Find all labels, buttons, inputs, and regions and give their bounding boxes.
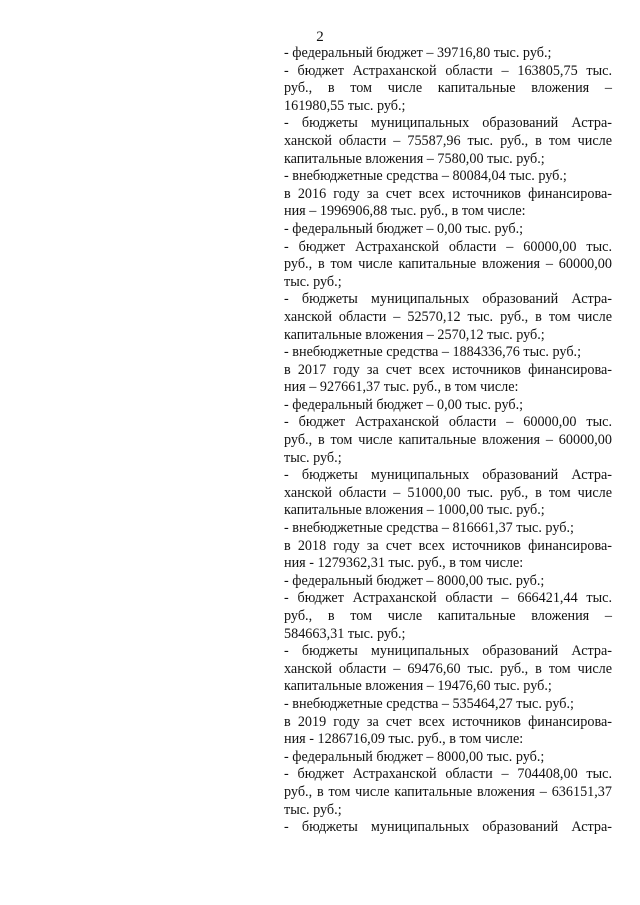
text-line: - бюджет Астраханской области – 60000,00 тыс. xyxy=(284,238,612,255)
text-line: - бюджет Астраханской области – 666421,44 тыс. xyxy=(284,590,612,607)
text-line: - бюджет Астраханской области – 60000,00 тыс. xyxy=(284,414,612,431)
text-line: капитальные вложения – 19476,60 тыс. руб.; xyxy=(284,678,552,695)
text-line: - федеральный бюджет – 0,00 тыс. руб.; xyxy=(284,220,524,237)
text-line: в 2018 году за счет всех источников финансирова- xyxy=(284,537,612,554)
text-line: 161980,55 тыс. руб.; xyxy=(284,97,406,114)
text-line: - бюджеты муниципальных образований Астра- xyxy=(284,291,612,308)
document-text-column xyxy=(284,45,612,837)
text-line: в 2019 году за счет всех источников финансирова- xyxy=(284,713,612,730)
text-line: ханской области – 75587,96 тыс. руб., в том числе xyxy=(284,132,612,149)
text-line: тыс. руб.; xyxy=(284,801,342,818)
text-line: в 2016 году за счет всех источников финансирова- xyxy=(284,185,612,202)
text-line: капитальные вложения – 1000,00 тыс. руб.; xyxy=(284,502,545,519)
text-line: руб., в том числе капитальные вложения – 60000,00 xyxy=(284,256,612,273)
text-line: - бюджет Астраханской области – 163805,75 тыс. xyxy=(284,62,612,79)
text-line: ния – 1996906,88 тыс. руб., в том числе: xyxy=(284,203,526,220)
text-line: - федеральный бюджет – 0,00 тыс. руб.; xyxy=(284,396,524,413)
text-line: ния - 1286716,09 тыс. руб., в том числе: xyxy=(284,731,524,748)
text-line: тыс. руб.; xyxy=(284,273,342,290)
text-line: руб., в том числе капитальные вложения – xyxy=(284,608,612,624)
text-line: руб., в том числе капитальные вложения – xyxy=(284,80,612,97)
text-line: ния – 927661,37 тыс. руб., в том числе: xyxy=(284,379,519,396)
text-line: - бюджеты муниципальных образований Астра- xyxy=(284,467,612,484)
text-line: - федеральный бюджет – 39716,80 тыс. руб.; xyxy=(284,45,552,61)
text-line: капитальные вложения – 2570,12 тыс. руб.; xyxy=(284,326,545,343)
text-line: в 2017 году за счет всех источников финансирова- xyxy=(284,361,612,378)
text-line: - бюджеты муниципальных образований Астра- xyxy=(284,115,612,132)
text-line: руб., в том числе капитальные вложения – 60000,00 xyxy=(284,432,612,449)
text-line: - бюджет Астраханской области – 704408,00 тыс. xyxy=(284,766,612,783)
text-line: - внебюджетные средства – 80084,04 тыс. руб.; xyxy=(284,168,567,185)
text-line: руб., в том числе капитальные вложения – 636151,37 xyxy=(284,783,612,800)
text-line: - бюджеты муниципальных образований Астра- xyxy=(284,643,612,660)
text-line: капитальные вложения – 7580,00 тыс. руб.; xyxy=(284,150,545,167)
text-line: ханской области – 51000,00 тыс. руб., в том числе xyxy=(284,484,612,501)
text-line: - внебюджетные средства – 535464,27 тыс. руб.; xyxy=(284,695,574,712)
text-line: тыс. руб.; xyxy=(284,449,342,466)
text-line: ханской области – 69476,60 тыс. руб., в том числе xyxy=(284,660,612,677)
text-line: ханской области – 52570,12 тыс. руб., в том числе xyxy=(284,308,612,325)
text-line: - федеральный бюджет – 8000,00 тыс. руб.; xyxy=(284,572,545,589)
page-number: 2 xyxy=(316,29,324,45)
text-line: - внебюджетные средства – 1884336,76 тыс. руб.; xyxy=(284,344,582,361)
text-line: - внебюджетные средства – 816661,37 тыс. руб.; xyxy=(284,520,574,537)
text-line: 584663,31 тыс. руб.; xyxy=(284,625,406,642)
text-line: - бюджеты муниципальных образований Астра- xyxy=(284,819,612,836)
text-line: ния - 1279362,31 тыс. руб., в том числе: xyxy=(284,555,524,572)
text-line: - федеральный бюджет – 8000,00 тыс. руб.; xyxy=(284,748,545,765)
